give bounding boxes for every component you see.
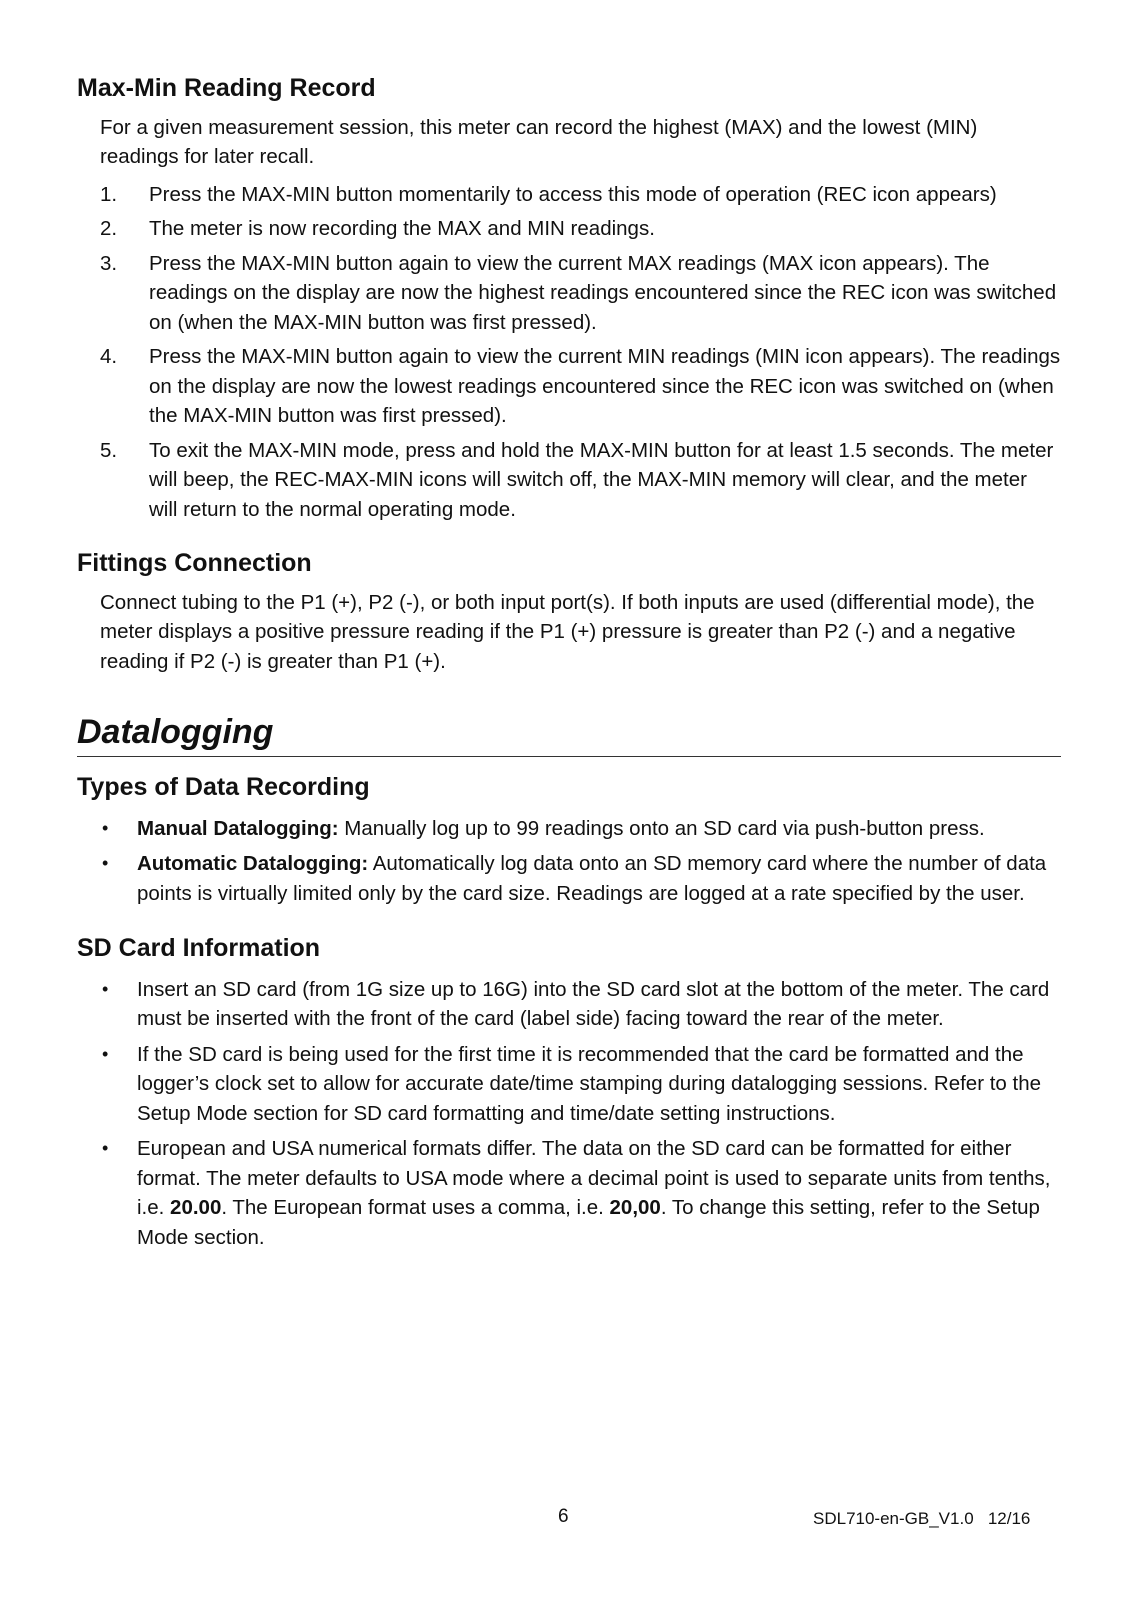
fittings-heading: Fittings Connection	[77, 549, 312, 577]
types-heading: Types of Data Recording	[77, 773, 370, 802]
page-number: 6	[558, 1506, 569, 1527]
item-text: . To change this setting, refer to the Setup Mode section.	[137, 1196, 1040, 1249]
item-text: Insert an SD card (from 1G size up to 16G) into the SD card slot at the bottom of the meter. The card must be inserted with the front of the card (label side) facing toward the rear of the meter.	[137, 977, 1050, 1031]
item-text: Automatically log data onto an SD memory card where the number of data points is virtually limited only by the card size. Readings are logged at a rate specified by the user.	[137, 852, 1047, 905]
european-format-example: 20,00	[609, 1196, 661, 1220]
bullet-icon: •	[102, 978, 109, 999]
bullet-icon: •	[102, 817, 109, 838]
list-item	[77, 849, 1061, 908]
step-text: Press the MAX-MIN button again to view the current MIN readings (MIN icon appears). The readings on the display are now the lowest readings encountered since the REC icon was switched on (when the MAX-MIN button was first pressed).	[149, 345, 1061, 427]
list-item	[77, 180, 1061, 210]
bullet-icon: •	[102, 1138, 109, 1159]
list-item	[77, 249, 1061, 338]
item-label: Manual Datalogging:	[137, 816, 339, 840]
list-item	[77, 975, 1061, 1034]
sdcard-heading: SD Card Information	[77, 934, 321, 963]
item-text: . The European format uses a comma, i.e.	[221, 1196, 610, 1220]
usa-format-example: 20.00	[170, 1196, 222, 1220]
bullet-icon: •	[102, 853, 109, 874]
item-label: Automatic Datalogging:	[137, 852, 369, 876]
list-item	[77, 214, 1061, 244]
step-number: 4.	[100, 345, 118, 368]
spacer	[77, 757, 1061, 771]
list-item	[77, 814, 1061, 844]
bullet-icon: •	[102, 1043, 109, 1064]
spacer	[77, 914, 1061, 932]
sdcard-list	[77, 975, 1061, 1253]
step-number: 1.	[100, 182, 118, 206]
list-item	[77, 436, 1061, 525]
step-text: The meter is now recording the MAX and MIN readings.	[149, 217, 655, 240]
datalogging-heading: Datalogging	[77, 710, 1061, 757]
page-content	[77, 72, 1061, 1258]
list-item	[77, 1134, 1061, 1252]
item-text: Manually log up to 99 readings onto an SD card via push-button press.	[338, 816, 985, 840]
spacer	[77, 529, 1061, 547]
step-text: Press the MAX-MIN button momentarily to access this mode of operation (REC icon appears)	[149, 182, 997, 206]
types-list	[77, 814, 1061, 909]
maxmin-steps	[77, 180, 1061, 525]
document-id: SDL710-en-GB_V1.0 12/16	[813, 1509, 1031, 1528]
list-item	[77, 1040, 1061, 1129]
step-text: Press the MAX-MIN button again to view the current MAX readings (MAX icon appears). The readings on the display are now the highest readings encountered since the REC icon was switched on (when the MAX-MIN button was first pressed).	[149, 251, 1057, 334]
step-number: 5.	[100, 438, 118, 462]
list-item	[77, 342, 1061, 431]
step-number: 2.	[100, 217, 118, 240]
maxmin-intro: For a given measurement session, this meter can record the highest (MAX) and the lowest (MIN) readings for later recall.	[100, 115, 978, 168]
maxmin-heading: Max-Min Reading Record	[77, 74, 376, 102]
item-text: European and USA numerical formats differ. The data on the SD card can be formatted for either format. The meter defaults to USA mode where a decimal point is used to separate units from tenths, i.e.	[137, 1137, 1051, 1220]
item-text: If the SD card is being used for the first time it is recommended that the card be formatted and the logger’s clock set to allow for accurate date/time stamping during datalogging sessions. Refer to the Setup Mode section for SD card formatting and time/date setting instructions.	[137, 1042, 1042, 1125]
fittings-body: Connect tubing to the P1 (+), P2 (-), or both input port(s). If both inputs are used (differential mode), the meter displays a positive pressure reading if the P1 (+) pressure is greater than P2 (-) and a negative reading if P2 (-) is greater than P1 (+).	[100, 590, 1035, 673]
step-number: 3.	[100, 251, 118, 275]
step-text: To exit the MAX-MIN mode, press and hold the MAX-MIN button for at least 1.5 seconds. The meter will beep, the REC-MAX-MIN icons will switch off, the MAX-MIN memory will clear, and the meter will return to the normal operating mode.	[149, 438, 1054, 521]
